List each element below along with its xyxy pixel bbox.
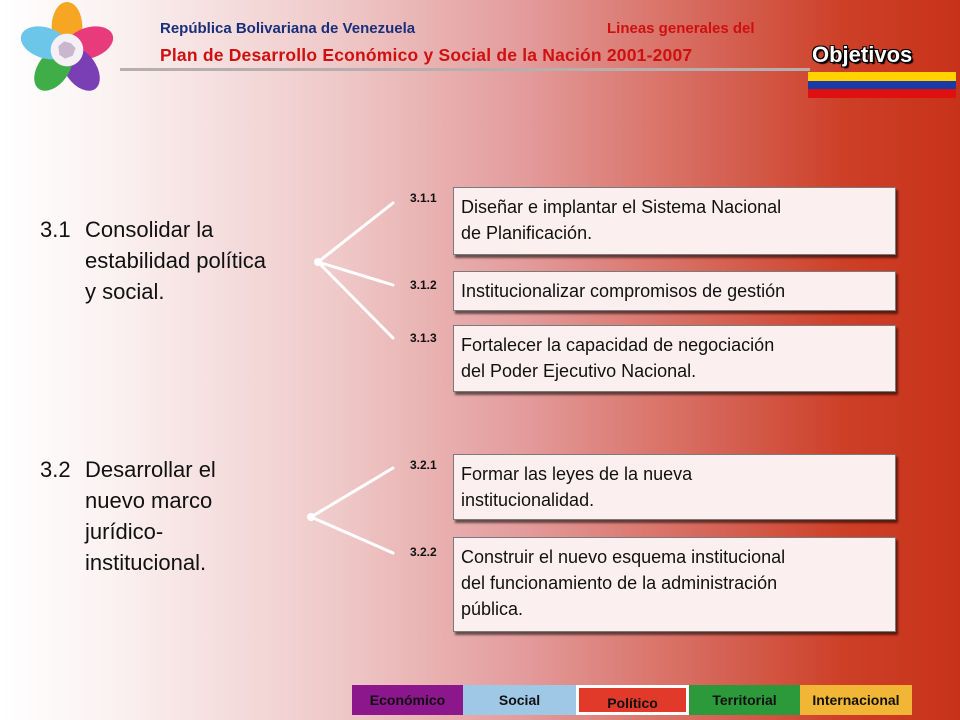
header-country: República Bolivariana de Venezuela [160,20,416,37]
item-text-line: de Planificación. [461,223,593,243]
plan-title: Plan de Desarrollo Económico y Social de la Nación 2001-2007 [160,45,693,65]
objective-3-1 [40,214,266,307]
item-box-3-1-3 [453,325,896,392]
item-text-line: pública. [461,599,524,619]
objective-title-line: nuevo marco [85,488,213,513]
item-text-line: Formar las leyes de la nueva [461,464,693,484]
objective-title-line: Consolidar la [85,217,214,242]
item-code: 3.1.1 [410,191,437,205]
item-box-3-1-2 [453,271,896,311]
item-text-line: Diseñar e implantar el Sistema Nacional [461,197,782,217]
item-code: 3.1.3 [410,331,437,345]
objective-title-line: y social. [85,279,165,304]
nav-tab-internacional[interactable]: Internacional [800,685,912,715]
nav-tab-territorial[interactable]: Territorial [689,685,800,715]
item-text-line: del Poder Ejecutivo Nacional. [461,361,697,381]
item-text-line: institucionalidad. [461,490,595,510]
item-text-line: Institucionalizar compromisos de gestión [461,281,786,301]
objective-title-line: jurídico- [85,519,164,544]
objective-number: 3.2 [40,457,71,482]
objective-title-line: institucional. [85,550,207,575]
section-nav [352,685,912,715]
item-code: 3.2.1 [410,458,437,472]
section-title: Objetivos [812,42,913,67]
item-box-3-2-1 [453,454,896,520]
item-box-3-2-2 [453,537,896,632]
objective-title-line: Desarrollar el [85,457,216,482]
objective-title-line: estabilidad política [85,248,267,273]
objective-number: 3.1 [40,217,71,242]
item-code: 3.1.2 [410,278,437,292]
item-text-line: del funcionamiento de la administración [461,573,778,593]
item-text-line: Construir el nuevo esquema institucional [461,547,786,567]
header-subtitle: Lineas generales del [607,20,755,37]
nav-tab-social[interactable]: Social [463,685,576,715]
item-text-line: Fortalecer la capacidad de negociación [461,335,775,355]
nav-tab-economico[interactable]: Económico [352,685,463,715]
objective-3-2 [40,454,216,578]
nav-tab-politico[interactable]: Político [576,685,689,715]
item-box-3-1-1 [453,187,896,255]
item-code: 3.2.2 [410,545,437,559]
